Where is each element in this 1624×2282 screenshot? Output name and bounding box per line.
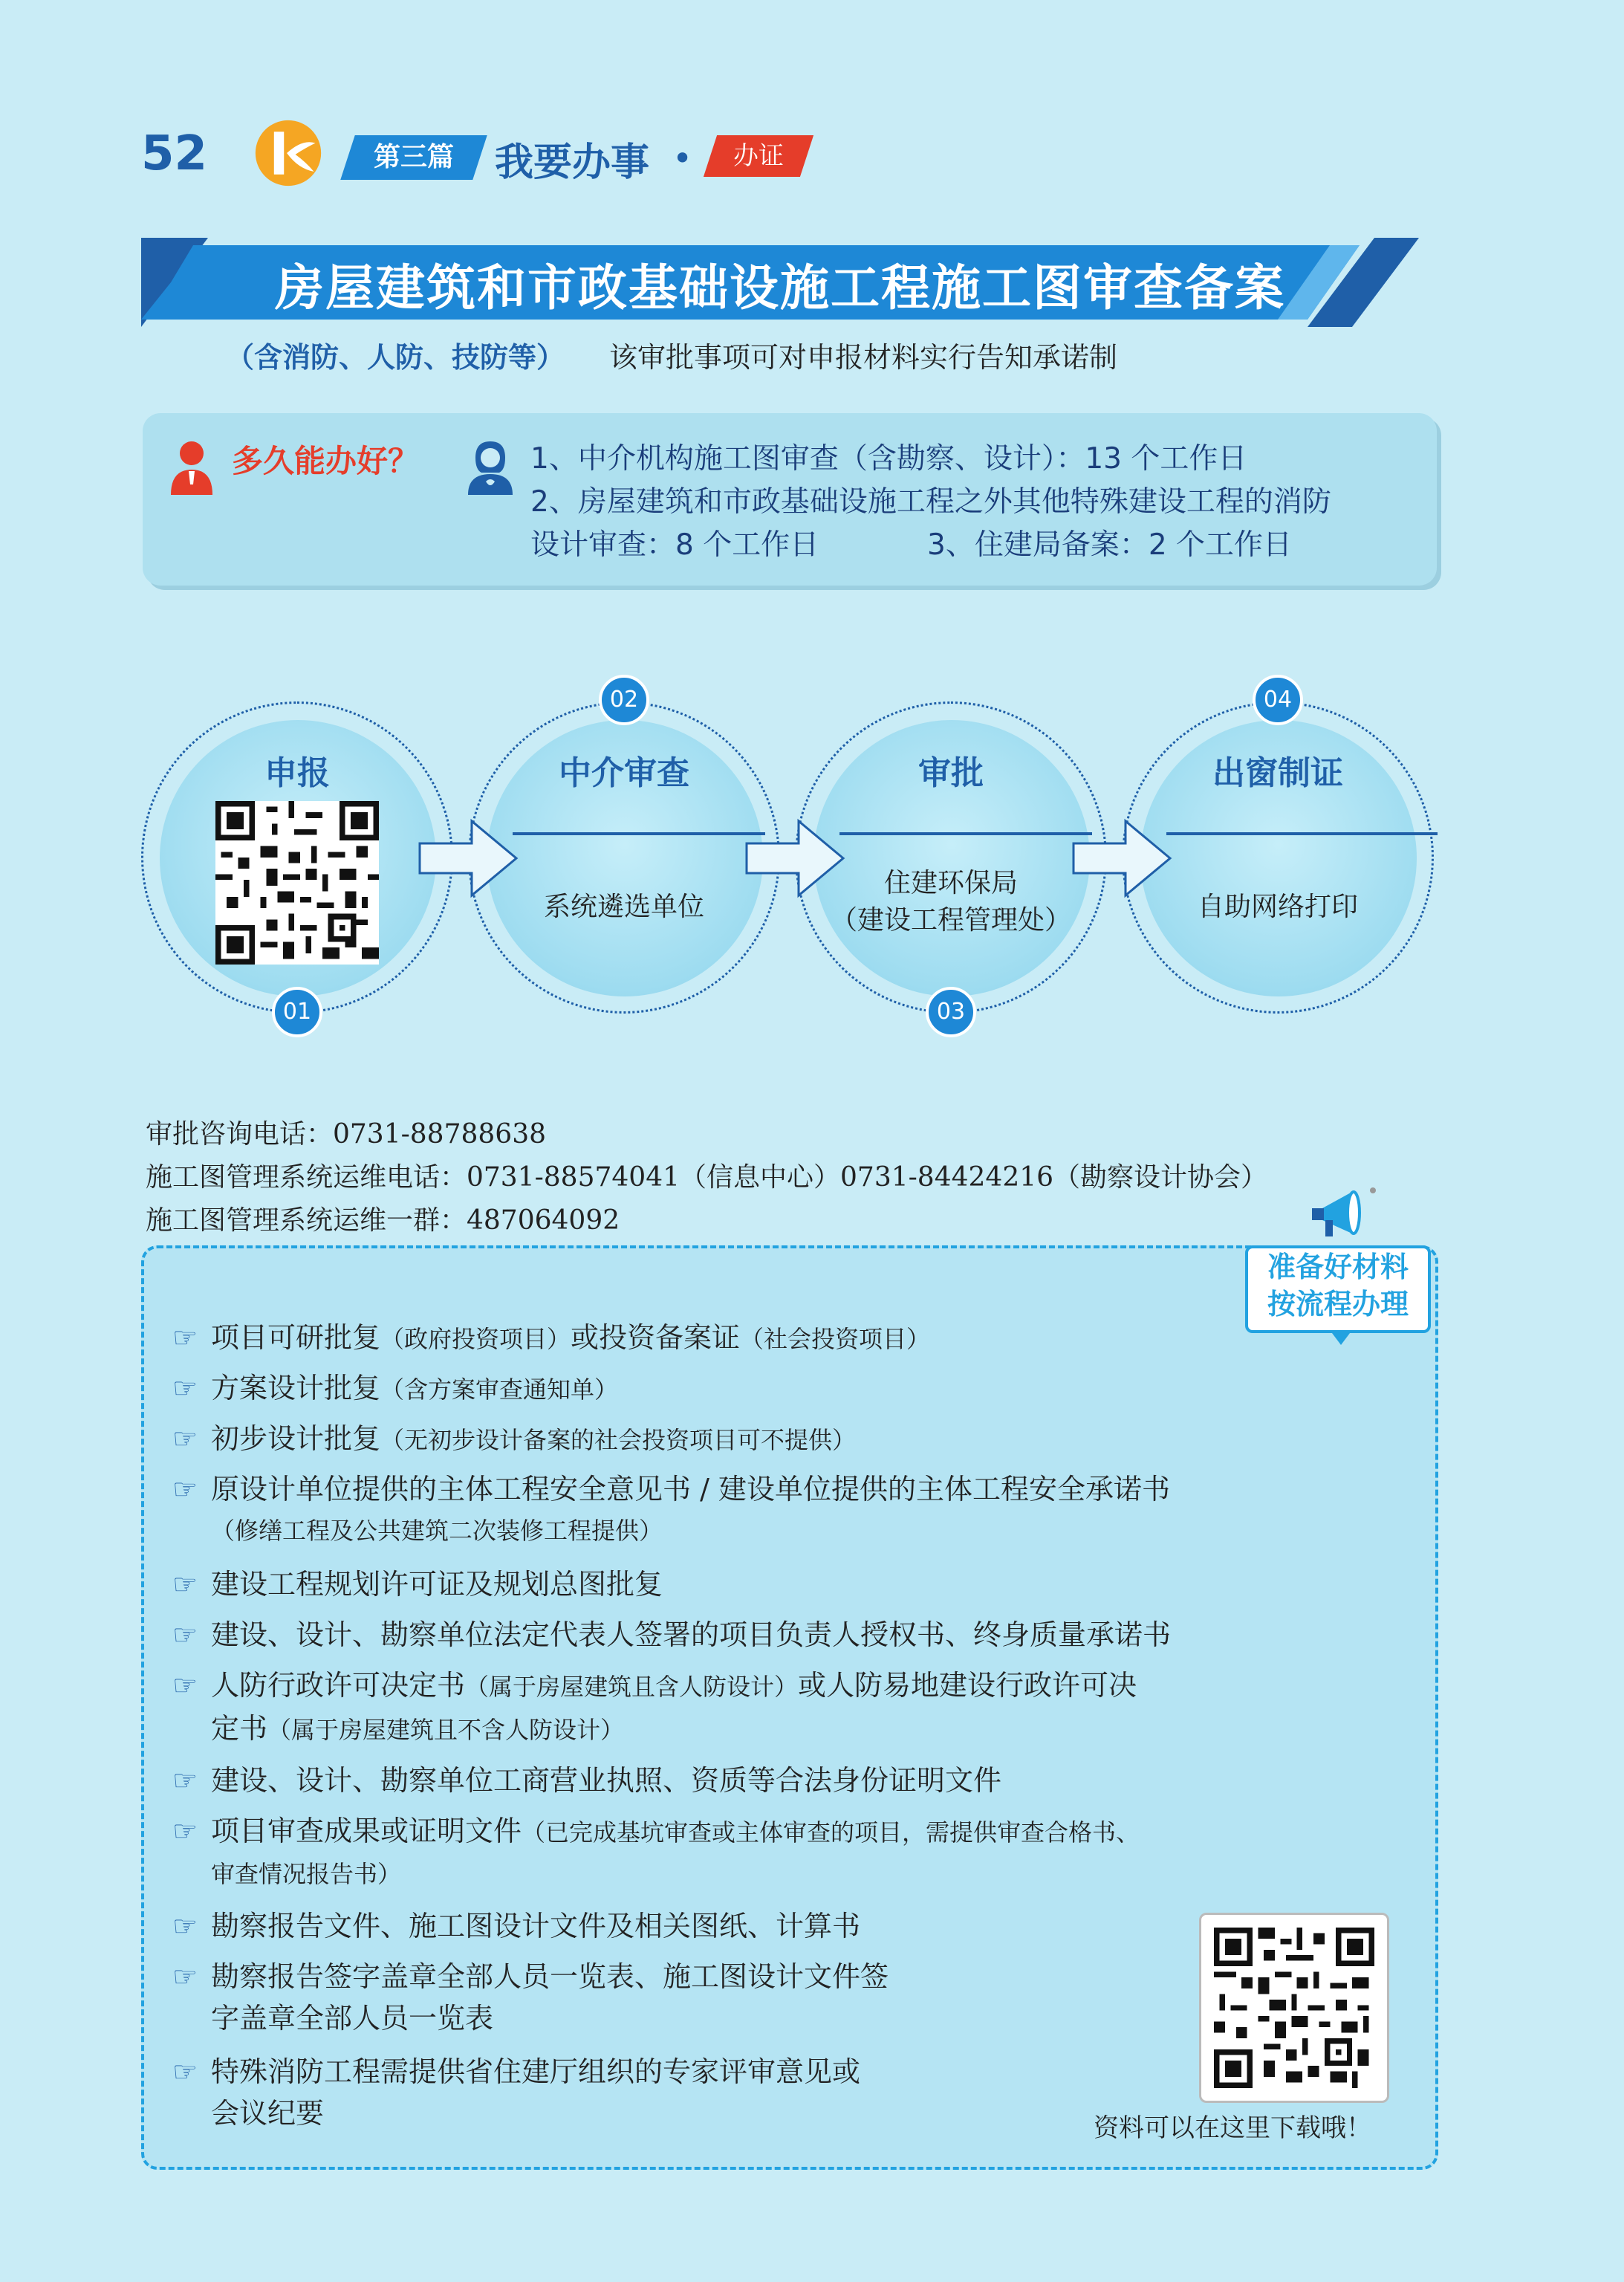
hand-pointer-icon: ☞	[172, 2055, 198, 2088]
section-tag: 第三篇	[340, 135, 487, 180]
hand-pointer-icon: ☞	[172, 1815, 198, 1847]
flow-step-2-title: 中介审查	[559, 754, 689, 792]
hand-pointer-icon: ☞	[172, 1764, 198, 1797]
time-line-3b: 3、住建局备案：2 个工作日	[927, 528, 1293, 562]
header-subtitle: 办证	[704, 135, 813, 177]
time-question: 多久能办好？	[232, 443, 420, 479]
contact-line-1: 审批咨询电话：0731-88788638	[146, 1119, 547, 1150]
material-item-1: ☞ 项目可研批复（政府投资项目）或投资备案证（社会投资项目）	[172, 1317, 1406, 1360]
hand-pointer-icon: ☞	[172, 1669, 198, 1702]
hand-pointer-icon: ☞	[172, 1321, 198, 1354]
header-dot: •	[672, 138, 693, 178]
material-item-5: ☞ 建设工程规划许可证及规划总图批复	[172, 1563, 1406, 1605]
hand-pointer-icon: ☞	[172, 1372, 198, 1404]
person-icon	[169, 438, 214, 495]
scope-text: （含消防、人防、技防等）	[226, 341, 565, 374]
staff-icon	[465, 440, 516, 495]
hand-pointer-icon: ☞	[172, 1960, 198, 1993]
material-item-12: ☞ 特殊消防工程需提供省住建厅组织的专家评审意见或 会议纪要	[172, 2051, 1138, 2134]
material-item-6: ☞ 建设、设计、勘察单位法定代表人签署的项目负责人授权书、终身质量承诺书	[172, 1614, 1406, 1656]
time-line-2: 2、房屋建筑和市政基础设施工程之外其他特殊建设工程的消防	[530, 485, 1331, 519]
hand-pointer-icon: ☞	[172, 1568, 198, 1601]
contact-line-2: 施工图管理系统运维电话：0731-88574041（信息中心）0731-84424216（勘察设计协会）	[146, 1162, 1268, 1193]
flow-step-4-badge: 04	[1253, 675, 1303, 725]
page-number: 52	[141, 126, 208, 181]
flow-step-4-title: 出窗制证	[1212, 754, 1343, 792]
flow-step-3-title: 审批	[918, 754, 984, 792]
flow-step-1-title: 申报	[264, 754, 330, 792]
flow-step-3-text2: （建设工程管理处）	[830, 905, 1071, 936]
hand-pointer-icon: ☞	[172, 1473, 198, 1505]
hand-pointer-icon: ☞	[172, 1422, 198, 1455]
material-item-9: ☞ 项目审查成果或证明文件（已完成基坑审查或主体审查的项目，需提供审查合格书、 审查情况报告书）	[172, 1810, 1406, 1895]
commitment-text: 该审批事项可对申报材料实行告知承诺制	[609, 341, 1118, 374]
material-item-3: ☞ 初步设计批复（无初步设计备案的社会投资项目可不提供）	[172, 1418, 1406, 1461]
material-item-8: ☞ 建设、设计、勘察单位工商营业执照、资质等合法身份证明文件	[172, 1760, 1406, 1801]
flow-step-3-text: 住建环保局	[883, 868, 1018, 898]
time-line-3a: 设计审查：8 个工作日	[530, 528, 819, 562]
qr-code-download[interactable]	[1214, 1928, 1374, 2088]
material-item-11: ☞ 勘察报告签字盖章全部人员一览表、施工图设计文件签 字盖章全部人员一览表	[172, 1956, 1138, 2039]
flow-step-1-badge: 01	[272, 987, 322, 1037]
header-title: 我要办事	[495, 140, 650, 185]
flow-step-4-text: 自助网络打印	[1197, 892, 1358, 922]
flow-step-3-badge: 03	[926, 987, 976, 1037]
materials-label: 准备好材料 按流程办理	[1245, 1245, 1431, 1333]
download-text: 资料可以在这里下载哦！	[1094, 2113, 1371, 2143]
material-item-10: ☞ 勘察报告文件、施工图设计文件及相关图纸、计算书	[172, 1905, 1406, 1947]
scope-line	[226, 334, 1117, 375]
megaphone-icon	[1308, 1181, 1382, 1248]
material-item-7: ☞ 人防行政许可决定书（属于房屋建筑且含人防设计）或人防易地建设行政许可决 定书（属于房屋建筑且不含人防设计）	[172, 1665, 1406, 1751]
hand-pointer-icon: ☞	[172, 1910, 198, 1942]
contact-line-3: 施工图管理系统运维一群：487064092	[146, 1205, 620, 1236]
time-line-1: 1、中介机构施工图审查（含勘察、设计）：13 个工作日	[530, 442, 1247, 476]
page-title: 房屋建筑和市政基础设施工程施工图审查备案	[275, 259, 1285, 317]
qr-code-apply[interactable]	[215, 801, 379, 965]
hand-pointer-icon: ☞	[172, 1618, 198, 1651]
flow-step-2-badge: 02	[599, 675, 649, 725]
material-item-2: ☞ 方案设计批复（含方案审查通知单）	[172, 1367, 1406, 1410]
material-item-4: ☞ 原设计单位提供的主体工程安全意见书 / 建设单位提供的主体工程安全承诺书 （修缮工程及公共建筑二次装修工程提供）	[172, 1468, 1406, 1552]
logo-icon	[253, 117, 324, 189]
flow-step-2-text: 系统遴选单位	[543, 892, 704, 922]
